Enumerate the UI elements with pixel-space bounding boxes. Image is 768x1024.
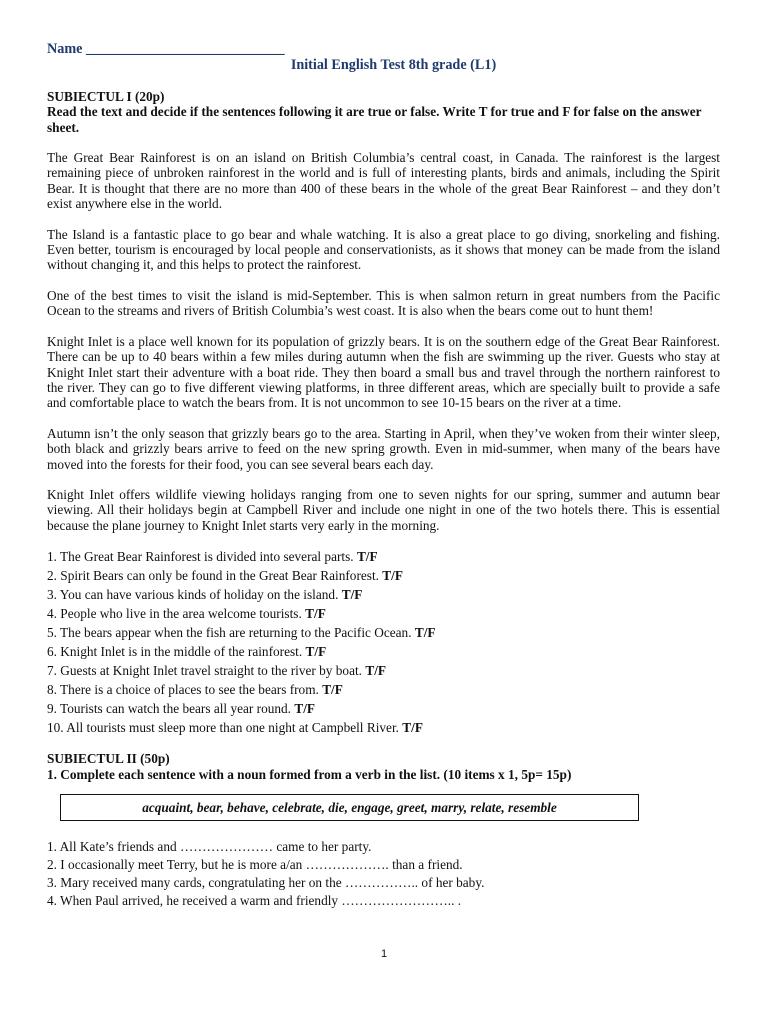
question-item: 3. You can have various kinds of holiday on the island. T/F: [47, 587, 363, 603]
tf-marker: T/F: [356, 549, 378, 565]
reading-paragraph: Knight Inlet is a place well known for its population of grizzly bears. It is on the southern edge of the Great Bear Rainforest. There can be up to 40 bears within a few miles during autumn when the fish are swimming up the river. Guests who stay at Knight Inlet start their adventure with a boat ride. They then board a small bus and travel through the northern rainforest to the river. They can go to five different viewing platforms, in three different areas, which are specially built to provide a safe and comfortable place to watch the bears from. It is not uncommon to see 10-15 bears on the river at a time.: [47, 333, 720, 411]
tf-marker: T/F: [414, 625, 436, 641]
page-number: 1: [380, 948, 388, 960]
section-2-task-1: 1. Complete each sentence with a noun formed from a verb in the list. (10 items x 1, 5p= 15p): [47, 766, 572, 782]
tf-marker: T/F: [294, 701, 316, 717]
section-1-heading: SUBIECTUL I (20p): [47, 88, 165, 104]
tf-marker: T/F: [305, 606, 326, 622]
reading-paragraph: The Great Bear Rainforest is on an island on British Columbia’s central coast, in Canada. The rainforest is the largest remaining piece of unbroken rainforest in the world and is full of interesting plants, birds and animals, including the Spirit Bear. It is thought that there are no more than 400 of these bears in the whole of the great Bear Rainforest – and they don’t exist anywhere else in the world.: [47, 150, 720, 212]
fill-in-sentences: [47, 839, 720, 911]
fill-sentence: 2. I occasionally meet Terry, but he is more a/an ………………. than a friend.: [47, 856, 463, 872]
question-item: 5. The bears appear when the fish are returning to the Pacific Ocean. T/F: [47, 625, 436, 641]
question-item: 9. Tourists can watch the bears all year round. T/F: [47, 701, 316, 717]
reading-paragraph: Knight Inlet offers wildlife viewing holidays ranging from one to seven nights for our spring, summer and autumn bear viewing. All their holidays begin at Campbell River and include one night in one of the two hotels there. This is essential because the plane journey to Knight Inlet starts very early in the morning.: [47, 486, 720, 533]
reading-paragraph: Autumn isn’t the only season that grizzly bears go to the area. Starting in April, when they’ve woken from their winter sleep, both black and grizzly bears arrive to feed on the new spring growth. Even in mid-summer, when many of the bears have moved into the forests for their food, you can see several bears each day.: [47, 425, 720, 472]
question-item: 4. People who live in the area welcome tourists. T/F: [47, 606, 326, 622]
fill-sentence: 4. When Paul arrived, he received a warm and friendly …………………….. .: [47, 892, 462, 908]
test-title: Initial English Test 8th grade (L1): [290, 57, 497, 74]
question-item: 2. Spirit Bears can only be found in the Great Bear Rainforest. T/F: [47, 568, 403, 584]
question-item: 7. Guests at Knight Inlet travel straight to the river by boat. T/F: [47, 663, 387, 679]
document-page: [47, 42, 720, 911]
fill-sentence: 3. Mary received many cards, congratulating her on the …………….. of her baby.: [47, 874, 485, 890]
tf-marker: T/F: [305, 644, 327, 660]
reading-paragraph: The Island is a fantastic place to go bear and whale watching. It is also a great place to go diving, snorkeling and fishing. Even better, tourism is encouraged by local people and conservationists, as it shows that money can be made from the island without changing it, and this helps to protect the rainforest.: [47, 226, 720, 273]
tf-marker: T/F: [382, 568, 403, 584]
question-item: 6. Knight Inlet is in the middle of the rainforest. T/F: [47, 644, 327, 660]
section-2-heading: SUBIECTUL II (50p): [47, 751, 170, 767]
tf-marker: T/F: [322, 682, 343, 698]
student-name-line: Name ____________________________: [47, 41, 285, 57]
tf-marker: T/F: [402, 720, 423, 736]
word-list-box: acquaint, bear, behave, celebrate, die, engage, greet, marry, relate, resemble: [60, 794, 639, 821]
reading-paragraph: One of the best times to visit the island is mid-September. This is when salmon return in great numbers from the Pacific Ocean to the streams and rivers of British Columbia’s west coast. It is also when the bears come out to hunt them!: [47, 287, 720, 319]
tf-marker: T/F: [341, 587, 363, 603]
question-item: 1. The Great Bear Rainforest is divided into several parts. T/F: [47, 549, 378, 565]
section-1-instructions: Read the text and decide if the sentences following it are true or false. Write T for true and F for false on the answer sheet.: [47, 104, 702, 135]
tf-marker: T/F: [365, 663, 387, 679]
true-false-questions: [47, 549, 720, 739]
question-item: 8. There is a choice of places to see the bears from. T/F: [47, 682, 343, 698]
question-item: 10. All tourists must sleep more than one night at Campbell River. T/F: [47, 720, 423, 736]
fill-sentence: 1. All Kate’s friends and ………………… came to her party.: [47, 838, 372, 854]
